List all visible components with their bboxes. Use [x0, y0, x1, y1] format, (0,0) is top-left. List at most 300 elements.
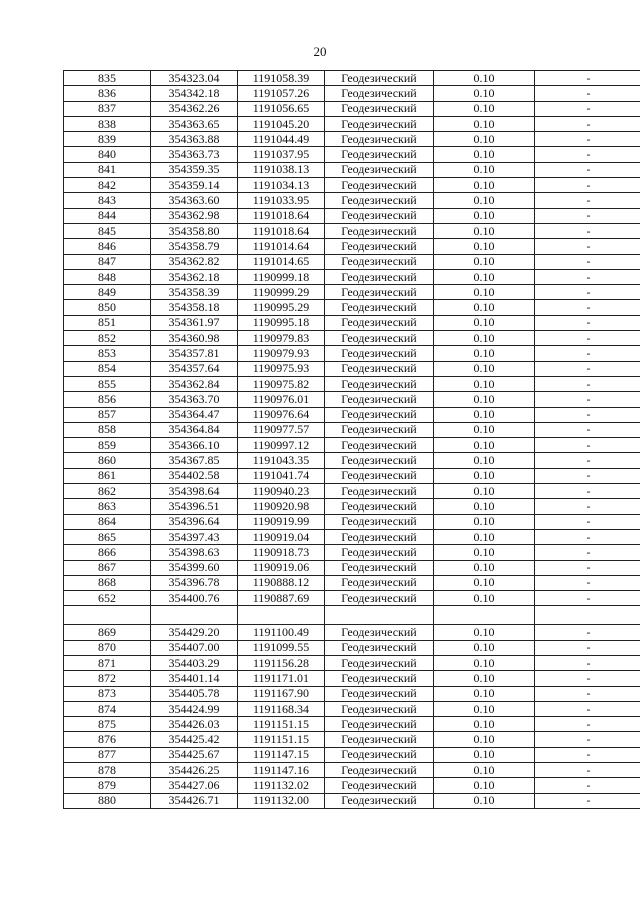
coord-y-cell: 1191100.49 [238, 625, 325, 640]
description-cell: - [535, 701, 640, 716]
point-number-cell: 846 [64, 239, 151, 254]
coord-x-cell: 354426.25 [151, 763, 238, 778]
description-cell: - [535, 453, 640, 468]
coord-x-cell: 354427.06 [151, 778, 238, 793]
method-cell: Геодезический [325, 116, 434, 131]
table-row [64, 640, 640, 655]
coord-y-cell: 1191018.64 [238, 208, 325, 223]
error-value-cell: 0.10 [434, 484, 535, 499]
method-cell: Геодезический [325, 560, 434, 575]
error-value-cell: 0.10 [434, 101, 535, 116]
description-cell: - [535, 254, 640, 269]
method-cell: Геодезический [325, 178, 434, 193]
coord-y-cell: 1190999.18 [238, 269, 325, 284]
table-row [64, 655, 640, 670]
method-cell: Геодезический [325, 575, 434, 590]
method-cell: Геодезический [325, 778, 434, 793]
point-number-cell: 868 [64, 575, 151, 590]
description-cell: - [535, 671, 640, 686]
coord-y-cell: 1190975.82 [238, 376, 325, 391]
table-section-b [64, 625, 640, 809]
coord-x-cell: 354424.99 [151, 701, 238, 716]
coord-y-cell: 1191168.34 [238, 701, 325, 716]
table-row [64, 763, 640, 778]
error-value-cell: 0.10 [434, 655, 535, 670]
coord-y-cell: 1190888.12 [238, 575, 325, 590]
method-cell: Геодезический [325, 438, 434, 453]
method-cell: Геодезический [325, 147, 434, 162]
table-row [64, 422, 640, 437]
description-cell: - [535, 655, 640, 670]
coord-x-cell: 354359.14 [151, 178, 238, 193]
method-cell: Геодезический [325, 71, 434, 86]
point-number-cell: 849 [64, 285, 151, 300]
method-cell: Геодезический [325, 193, 434, 208]
point-number-cell: 876 [64, 732, 151, 747]
coord-x-cell: 354426.71 [151, 793, 238, 808]
coord-x-cell: 354401.14 [151, 671, 238, 686]
coord-y-cell: 1190976.64 [238, 407, 325, 422]
method-cell: Геодезический [325, 86, 434, 101]
error-value-cell: 0.10 [434, 625, 535, 640]
error-value-cell: 0.10 [434, 545, 535, 560]
error-value-cell: 0.10 [434, 793, 535, 808]
point-number-cell: 855 [64, 376, 151, 391]
coord-y-cell: 1191147.15 [238, 747, 325, 762]
coord-y-cell: 1190940.23 [238, 484, 325, 499]
coord-y-cell: 1190995.18 [238, 315, 325, 330]
point-number-cell: 845 [64, 223, 151, 238]
point-number-cell: 875 [64, 717, 151, 732]
description-cell: - [535, 208, 640, 223]
coord-x-cell: 354407.00 [151, 640, 238, 655]
method-cell: Геодезический [325, 422, 434, 437]
method-cell: Геодезический [325, 101, 434, 116]
coord-x-cell: 354362.84 [151, 376, 238, 391]
method-cell: Геодезический [325, 300, 434, 315]
table-row [64, 438, 640, 453]
coord-y-cell: 1190995.29 [238, 300, 325, 315]
coord-y-cell: 1190919.06 [238, 560, 325, 575]
point-number-cell: 835 [64, 71, 151, 86]
method-cell: Геодезический [325, 376, 434, 391]
error-value-cell: 0.10 [434, 591, 535, 606]
point-number-cell: 877 [64, 747, 151, 762]
method-cell: Геодезический [325, 655, 434, 670]
point-number-cell: 871 [64, 655, 151, 670]
error-value-cell: 0.10 [434, 178, 535, 193]
point-number-cell: 851 [64, 315, 151, 330]
coord-y-cell: 1191147.16 [238, 763, 325, 778]
error-value-cell: 0.10 [434, 732, 535, 747]
coord-y-cell: 1191033.95 [238, 193, 325, 208]
table-row [64, 285, 640, 300]
table-row [64, 361, 640, 376]
error-value-cell: 0.10 [434, 300, 535, 315]
coord-x-cell: 354396.51 [151, 499, 238, 514]
coord-x-cell: 354403.29 [151, 655, 238, 670]
table-row [64, 625, 640, 640]
error-value-cell: 0.10 [434, 86, 535, 101]
table-row [64, 269, 640, 284]
table-row [64, 162, 640, 177]
coord-x-cell: 354396.64 [151, 514, 238, 529]
description-cell: - [535, 193, 640, 208]
description-cell: - [535, 285, 640, 300]
description-cell: - [535, 529, 640, 544]
coord-y-cell: 1191132.02 [238, 778, 325, 793]
method-cell: Геодезический [325, 640, 434, 655]
coord-x-cell: 354362.26 [151, 101, 238, 116]
description-cell: - [535, 514, 640, 529]
coord-x-cell: 354358.80 [151, 223, 238, 238]
coord-y-cell: 1191058.39 [238, 71, 325, 86]
method-cell: Геодезический [325, 285, 434, 300]
table-row [64, 468, 640, 483]
table-row [64, 239, 640, 254]
description-cell: - [535, 361, 640, 376]
table-row [64, 71, 640, 86]
point-number-cell: 852 [64, 331, 151, 346]
method-cell: Геодезический [325, 671, 434, 686]
point-number-cell: 870 [64, 640, 151, 655]
coord-x-cell: 354361.97 [151, 315, 238, 330]
coord-x-cell: 354360.98 [151, 331, 238, 346]
point-number-cell: 861 [64, 468, 151, 483]
point-number-cell: 853 [64, 346, 151, 361]
point-number-cell: 836 [64, 86, 151, 101]
point-number-cell: 838 [64, 116, 151, 131]
method-cell: Геодезический [325, 162, 434, 177]
error-value-cell: 0.10 [434, 71, 535, 86]
coord-y-cell: 1191057.26 [238, 86, 325, 101]
separator-row [64, 606, 640, 625]
coord-y-cell: 1191156.28 [238, 655, 325, 670]
table-row [64, 300, 640, 315]
coord-x-cell: 354402.58 [151, 468, 238, 483]
method-cell: Геодезический [325, 625, 434, 640]
description-cell: - [535, 162, 640, 177]
coord-y-cell: 1191034.13 [238, 178, 325, 193]
description-cell: - [535, 591, 640, 606]
coord-x-cell: 354363.73 [151, 147, 238, 162]
coord-x-cell: 354366.10 [151, 438, 238, 453]
error-value-cell: 0.10 [434, 285, 535, 300]
coord-x-cell: 354396.78 [151, 575, 238, 590]
coord-y-cell: 1191044.49 [238, 132, 325, 147]
coord-x-cell: 354357.64 [151, 361, 238, 376]
error-value-cell: 0.10 [434, 361, 535, 376]
method-cell: Геодезический [325, 717, 434, 732]
coord-y-cell: 1191056.65 [238, 101, 325, 116]
table-row [64, 747, 640, 762]
coord-x-cell: 354358.39 [151, 285, 238, 300]
coord-y-cell: 1191018.64 [238, 223, 325, 238]
description-cell: - [535, 625, 640, 640]
error-value-cell: 0.10 [434, 560, 535, 575]
table-row [64, 86, 640, 101]
error-value-cell: 0.10 [434, 193, 535, 208]
coord-y-cell: 1191043.35 [238, 453, 325, 468]
description-cell: - [535, 499, 640, 514]
error-value-cell: 0.10 [434, 763, 535, 778]
description-cell: - [535, 178, 640, 193]
error-value-cell: 0.10 [434, 717, 535, 732]
coord-x-cell: 354362.18 [151, 269, 238, 284]
coord-y-cell: 1190920.98 [238, 499, 325, 514]
description-cell: - [535, 147, 640, 162]
description-cell: - [535, 422, 640, 437]
error-value-cell: 0.10 [434, 147, 535, 162]
error-value-cell: 0.10 [434, 132, 535, 147]
coord-y-cell: 1190979.83 [238, 331, 325, 346]
description-cell: - [535, 793, 640, 808]
coordinates-table [63, 70, 640, 809]
point-number-cell: 841 [64, 162, 151, 177]
error-value-cell: 0.10 [434, 575, 535, 590]
point-number-cell: 652 [64, 591, 151, 606]
coord-y-cell: 1191099.55 [238, 640, 325, 655]
point-number-cell: 847 [64, 254, 151, 269]
table-row [64, 208, 640, 223]
coord-y-cell: 1190997.12 [238, 438, 325, 453]
point-number-cell: 844 [64, 208, 151, 223]
method-cell: Геодезический [325, 484, 434, 499]
point-number-cell: 872 [64, 671, 151, 686]
coord-x-cell: 354398.63 [151, 545, 238, 560]
description-cell: - [535, 376, 640, 391]
description-cell: - [535, 346, 640, 361]
coord-x-cell: 354400.76 [151, 591, 238, 606]
error-value-cell: 0.10 [434, 438, 535, 453]
description-cell: - [535, 86, 640, 101]
table-row [64, 132, 640, 147]
coord-x-cell: 354426.03 [151, 717, 238, 732]
coord-x-cell: 354362.98 [151, 208, 238, 223]
coord-y-cell: 1191038.13 [238, 162, 325, 177]
table-separator [64, 606, 640, 625]
method-cell: Геодезический [325, 315, 434, 330]
point-number-cell: 859 [64, 438, 151, 453]
error-value-cell: 0.10 [434, 407, 535, 422]
point-number-cell: 842 [64, 178, 151, 193]
coord-x-cell: 354367.85 [151, 453, 238, 468]
coord-y-cell: 1190999.29 [238, 285, 325, 300]
method-cell: Геодезический [325, 132, 434, 147]
coord-y-cell: 1191014.65 [238, 254, 325, 269]
coord-x-cell: 354358.18 [151, 300, 238, 315]
table-row [64, 499, 640, 514]
coord-y-cell: 1191151.15 [238, 717, 325, 732]
coord-y-cell: 1191037.95 [238, 147, 325, 162]
description-cell: - [535, 331, 640, 346]
method-cell: Геодезический [325, 514, 434, 529]
point-number-cell: 848 [64, 269, 151, 284]
description-cell: - [535, 747, 640, 762]
table-row [64, 793, 640, 808]
point-number-cell: 839 [64, 132, 151, 147]
point-number-cell: 874 [64, 701, 151, 716]
coord-y-cell: 1191132.00 [238, 793, 325, 808]
table-row [64, 575, 640, 590]
coord-x-cell: 354364.84 [151, 422, 238, 437]
table-row [64, 331, 640, 346]
coord-x-cell: 354398.64 [151, 484, 238, 499]
error-value-cell: 0.10 [434, 239, 535, 254]
method-cell: Геодезический [325, 499, 434, 514]
error-value-cell: 0.10 [434, 331, 535, 346]
error-value-cell: 0.10 [434, 468, 535, 483]
point-number-cell: 873 [64, 686, 151, 701]
table-row [64, 701, 640, 716]
table-section-a [64, 71, 640, 606]
point-number-cell: 869 [64, 625, 151, 640]
coord-x-cell: 354429.20 [151, 625, 238, 640]
coord-y-cell: 1191151.15 [238, 732, 325, 747]
table-row [64, 193, 640, 208]
coord-y-cell: 1191041.74 [238, 468, 325, 483]
description-cell: - [535, 438, 640, 453]
error-value-cell: 0.10 [434, 162, 535, 177]
method-cell: Геодезический [325, 732, 434, 747]
error-value-cell: 0.10 [434, 392, 535, 407]
description-cell: - [535, 732, 640, 747]
method-cell: Геодезический [325, 254, 434, 269]
description-cell: - [535, 686, 640, 701]
method-cell: Геодезический [325, 392, 434, 407]
error-value-cell: 0.10 [434, 223, 535, 238]
coord-y-cell: 1190887.69 [238, 591, 325, 606]
table-row [64, 671, 640, 686]
coord-x-cell: 354358.79 [151, 239, 238, 254]
method-cell: Геодезический [325, 361, 434, 376]
description-cell: - [535, 484, 640, 499]
coord-x-cell: 354323.04 [151, 71, 238, 86]
description-cell: - [535, 315, 640, 330]
coord-y-cell: 1190919.04 [238, 529, 325, 544]
table-row [64, 484, 640, 499]
error-value-cell: 0.10 [434, 116, 535, 131]
method-cell: Геодезический [325, 407, 434, 422]
coord-x-cell: 354357.81 [151, 346, 238, 361]
error-value-cell: 0.10 [434, 671, 535, 686]
error-value-cell: 0.10 [434, 422, 535, 437]
coord-x-cell: 354405.78 [151, 686, 238, 701]
table-row [64, 732, 640, 747]
error-value-cell: 0.10 [434, 514, 535, 529]
error-value-cell: 0.10 [434, 747, 535, 762]
error-value-cell: 0.10 [434, 269, 535, 284]
coord-x-cell: 354362.82 [151, 254, 238, 269]
table-row [64, 407, 640, 422]
page-number: 20 [313, 44, 327, 59]
point-number-cell: 878 [64, 763, 151, 778]
method-cell: Геодезический [325, 331, 434, 346]
coord-x-cell: 354364.47 [151, 407, 238, 422]
coord-x-cell: 354342.18 [151, 86, 238, 101]
table-row [64, 453, 640, 468]
method-cell: Геодезический [325, 529, 434, 544]
error-value-cell: 0.10 [434, 376, 535, 391]
point-number-cell: 837 [64, 101, 151, 116]
point-number-cell: 840 [64, 147, 151, 162]
description-cell: - [535, 132, 640, 147]
coord-x-cell: 354397.43 [151, 529, 238, 544]
description-cell: - [535, 575, 640, 590]
error-value-cell: 0.10 [434, 529, 535, 544]
point-number-cell: 880 [64, 793, 151, 808]
coord-y-cell: 1191167.90 [238, 686, 325, 701]
method-cell: Геодезический [325, 747, 434, 762]
method-cell: Геодезический [325, 793, 434, 808]
table-row [64, 545, 640, 560]
point-number-cell: 854 [64, 361, 151, 376]
method-cell: Геодезический [325, 346, 434, 361]
point-number-cell: 864 [64, 514, 151, 529]
error-value-cell: 0.10 [434, 499, 535, 514]
error-value-cell: 0.10 [434, 315, 535, 330]
coord-y-cell: 1190918.73 [238, 545, 325, 560]
coord-y-cell: 1190919.99 [238, 514, 325, 529]
point-number-cell: 862 [64, 484, 151, 499]
point-number-cell: 863 [64, 499, 151, 514]
description-cell: - [535, 101, 640, 116]
description-cell: - [535, 392, 640, 407]
description-cell: - [535, 116, 640, 131]
table-row [64, 591, 640, 606]
table-row [64, 116, 640, 131]
error-value-cell: 0.10 [434, 778, 535, 793]
error-value-cell: 0.10 [434, 254, 535, 269]
point-number-cell: 850 [64, 300, 151, 315]
description-cell: - [535, 407, 640, 422]
error-value-cell: 0.10 [434, 686, 535, 701]
table-row [64, 346, 640, 361]
coord-y-cell: 1190977.57 [238, 422, 325, 437]
coord-x-cell: 354425.67 [151, 747, 238, 762]
coord-x-cell: 354359.35 [151, 162, 238, 177]
point-number-cell: 860 [64, 453, 151, 468]
description-cell: - [535, 300, 640, 315]
point-number-cell: 858 [64, 422, 151, 437]
error-value-cell: 0.10 [434, 346, 535, 361]
coord-y-cell: 1191045.20 [238, 116, 325, 131]
method-cell: Геодезический [325, 223, 434, 238]
table-row [64, 315, 640, 330]
method-cell: Геодезический [325, 545, 434, 560]
method-cell: Геодезический [325, 269, 434, 284]
error-value-cell: 0.10 [434, 640, 535, 655]
coord-y-cell: 1190979.93 [238, 346, 325, 361]
table-row [64, 223, 640, 238]
table-row [64, 529, 640, 544]
coord-x-cell: 354363.60 [151, 193, 238, 208]
method-cell: Геодезический [325, 468, 434, 483]
description-cell: - [535, 717, 640, 732]
point-number-cell: 866 [64, 545, 151, 560]
table-row [64, 778, 640, 793]
table-row [64, 376, 640, 391]
method-cell: Геодезический [325, 591, 434, 606]
point-number-cell: 867 [64, 560, 151, 575]
error-value-cell: 0.10 [434, 208, 535, 223]
point-number-cell: 857 [64, 407, 151, 422]
point-number-cell: 879 [64, 778, 151, 793]
method-cell: Геодезический [325, 208, 434, 223]
description-cell: - [535, 560, 640, 575]
description-cell: - [535, 269, 640, 284]
point-number-cell: 843 [64, 193, 151, 208]
